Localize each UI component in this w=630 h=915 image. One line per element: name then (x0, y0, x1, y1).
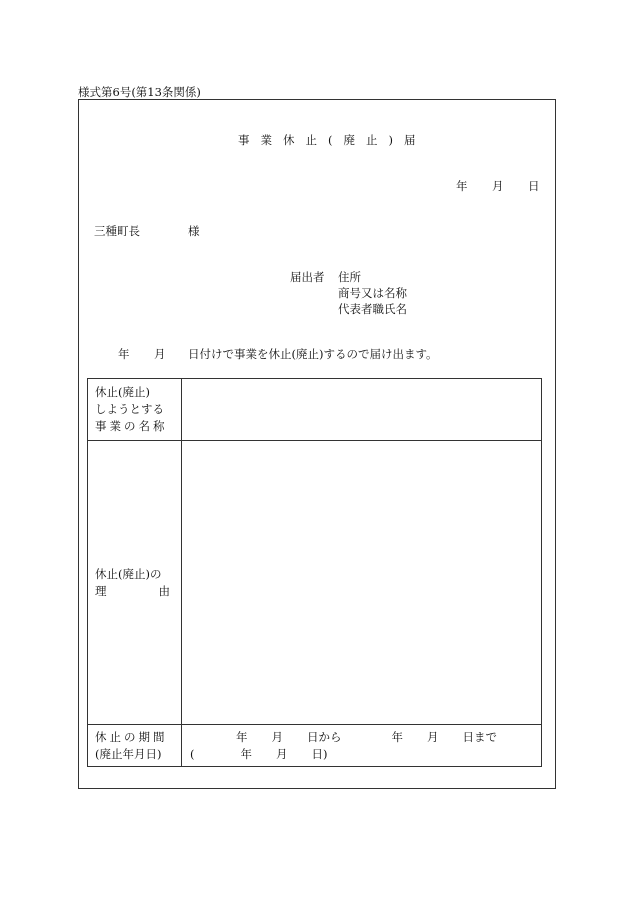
business-name-label-line-3: 事業の名称 (95, 419, 168, 433)
statement-month: 月 (154, 347, 166, 361)
period-from-day: 日から (307, 729, 342, 744)
document-title: 事業休止(廃止)届 (238, 133, 427, 147)
reason-label-line-1: 休止(廃止)の (95, 566, 162, 581)
date-month: 月 (492, 179, 504, 193)
abolish-open-paren: ( (190, 746, 195, 761)
period-to-day: 日まで (462, 729, 497, 744)
abolish-month: 月 (276, 746, 288, 761)
business-name-label-line-2: しようとする (95, 402, 164, 416)
addressee-honorific: 様 (188, 224, 200, 238)
statement-year: 年 (118, 347, 130, 361)
reason-label (88, 441, 222, 725)
address-label: 住所 (338, 270, 361, 284)
reason-field[interactable] (182, 441, 542, 725)
date-day: 日 (528, 179, 540, 193)
reason-label-line-2 (95, 583, 222, 600)
period-from-month: 月 (271, 729, 283, 744)
period-range-line (182, 729, 541, 746)
business-name-row (88, 379, 542, 441)
business-name-label-line-1: 休止(廃止) (95, 385, 150, 399)
reason-row (88, 441, 542, 725)
period-to-year: 年 (391, 729, 403, 744)
abolish-day: 日) (311, 746, 328, 761)
form-table (87, 378, 542, 767)
period-label-line-1: 休止の期間 (95, 729, 168, 744)
statement-text: 日付けで事業を休止(廃止)するので届け出ます。 (188, 347, 438, 361)
period-row (88, 725, 542, 767)
period-label (88, 725, 182, 767)
period-to-month: 月 (427, 729, 439, 744)
period-label-line-2: (廃止年月日) (95, 746, 162, 761)
representative-label: 代表者職氏名 (338, 302, 407, 316)
business-name-field[interactable] (182, 379, 542, 441)
trade-name-label: 商号又は名称 (338, 286, 407, 300)
business-name-label (88, 379, 182, 441)
addressee-name: 三種町長 (94, 224, 140, 238)
applicant-label: 届出者 (290, 270, 325, 284)
date-year: 年 (456, 179, 468, 193)
period-from-year: 年 (236, 729, 248, 744)
reason-label-line-2-text: 理由 (95, 583, 222, 598)
abolish-date-line (182, 746, 541, 763)
form-number: 様式第6号(第13条関係) (78, 85, 201, 99)
period-field[interactable] (182, 725, 542, 767)
abolish-year: 年 (240, 746, 252, 761)
